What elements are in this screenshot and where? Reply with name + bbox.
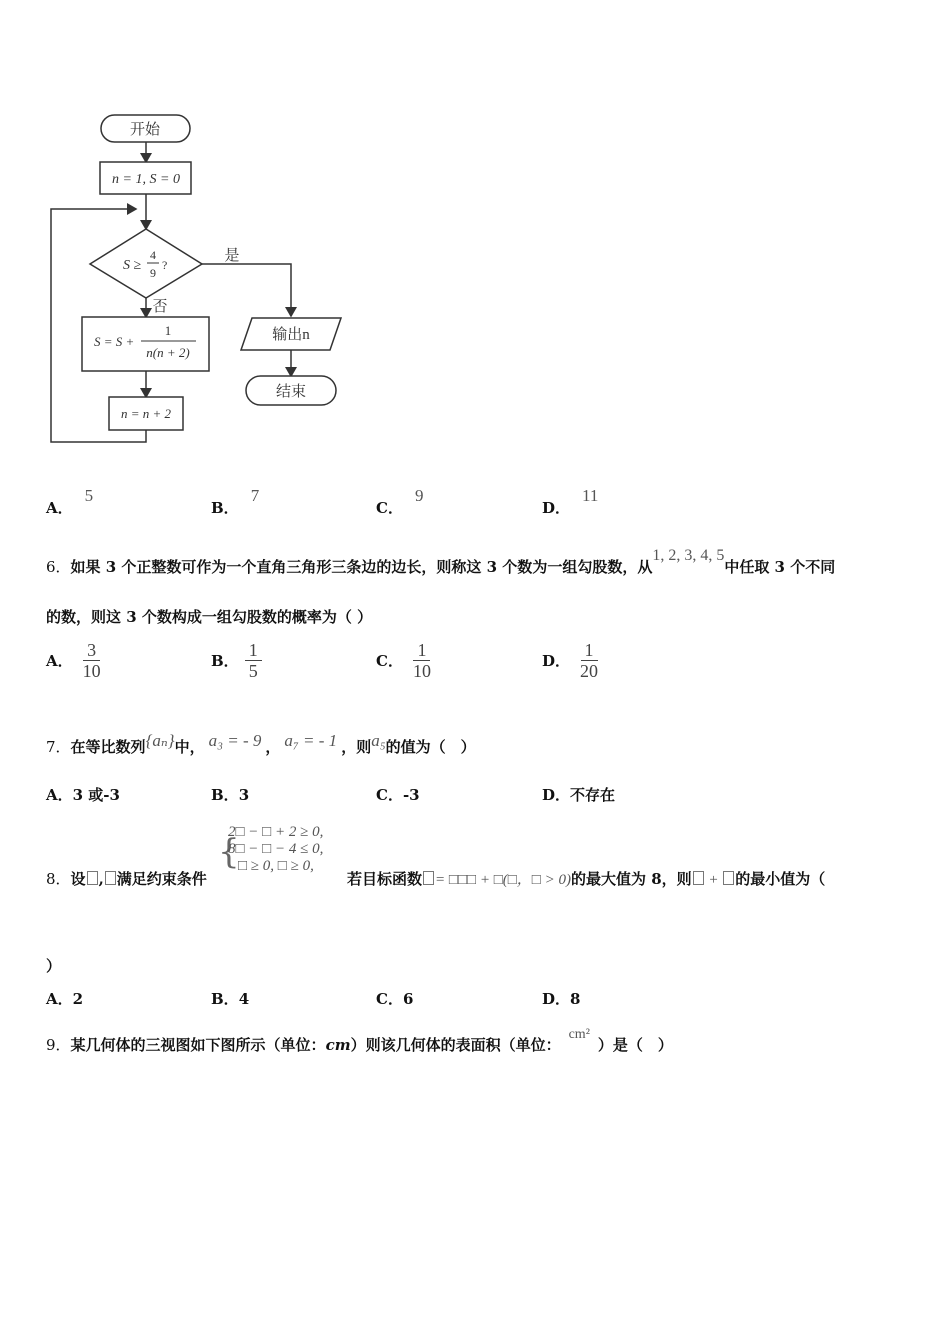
q7-option-c: C．-3 [376,786,420,804]
q5-option-b [211,486,260,518]
q8-option-c: C．6 [376,990,414,1008]
q7-option-d: D．不存在 [542,786,616,804]
svg-text:S ≥: S ≥ [123,258,142,273]
option-letter: B． [211,499,239,517]
q7-line [46,731,476,757]
question-text: ）则该几何体的表面积（单位： [350,1036,561,1054]
option-letter: C． [376,499,403,517]
option-fraction: $\frac{1}{5}$ [245,640,262,681]
question-text: 的值为（ ） [385,738,476,756]
option-value: 5 [84,486,94,505]
svg-text:?: ? [162,258,168,272]
question-text: ， [265,738,281,756]
q8-option-a: A．2 [46,990,84,1008]
q6-option-d [542,640,602,681]
question-text: 中任取 3 个不同 [724,558,836,576]
question-number: 9． [46,1036,71,1054]
output-label: 输出n [272,327,310,343]
question-text: 某几何体的三视图如下图所示（单位： [70,1036,326,1054]
option-value: 9 [414,486,424,505]
decision-num: 4 [150,248,156,262]
q8-option-b: B．4 [211,990,250,1008]
decision-den: 9 [150,266,156,280]
question-text: 中， [174,738,205,756]
option-letter: B． [211,652,239,670]
question-text: 如果 3 个正整数可作为一个直角三角形三条边的边长，则称这 3 个数为一组勾股数，从 [70,558,653,576]
q7-option-a: A．3 或-3 [46,786,120,804]
constraint-3: □ ≥ 0, □ ≥ 0, [238,858,314,874]
q6-option-c [376,640,435,681]
q5-option-c [376,486,424,518]
option-fraction: $\frac{1}{10}$ [412,640,431,681]
question-text: 的最小值为（ [735,870,826,888]
number-set: 1, 2, 3, 4, 5 [652,547,725,564]
question-text: 设 [70,870,86,888]
yes-label: 是 [224,248,240,264]
q6-line-1 [46,547,836,577]
placeholder-glyph-icon [423,871,434,885]
question-number: 6． [46,558,71,576]
option-letter: A． [46,499,73,517]
update-s-label: S = S + [94,334,135,349]
question-text: 满足约束条件 [116,870,207,888]
q7-option-b: B．3 [211,786,250,804]
question-number: 8． [46,870,71,888]
q6-option-b [211,640,262,681]
q6-option-a [46,640,105,681]
q8-line-2: ） [46,957,62,975]
placeholder-glyph-icon [87,871,98,885]
target-a5: a₅ [371,731,386,750]
condition-a7: a₇ = - 1 [284,731,338,750]
option-letter: D． [542,499,571,517]
constraint-2: 8□ − □ − 4 ≤ 0, [228,841,324,857]
constraint-1: 2□ − □ + 2 ≥ 0, [228,824,324,840]
q5-option-d [542,486,599,518]
q5-option-a [46,486,94,518]
system-brace: { [218,832,240,872]
placeholder-glyph-icon [723,871,734,885]
unit-squared: cm² [568,1027,590,1042]
update-s-num: 1 [164,323,172,338]
placeholder-glyph-icon [693,871,704,885]
init-label: n = 1, S = 0 [112,172,180,187]
placeholder-glyph-icon [105,871,116,885]
flowchart [0,0,360,460]
objective-function: = □□□ + □(□，□ > 0) [435,872,571,888]
question-text: ）是（ ） [597,1036,673,1054]
option-letter: D． [542,652,571,670]
option-value: 11 [582,486,599,505]
update-s-den: n(n + 2) [146,345,190,360]
constraint-system [228,824,323,875]
q9-line [46,1027,673,1055]
q6-line-2 [46,606,372,627]
q8-line-1: 8．设 , 满足约束条件 [46,870,207,888]
no-label: 否 [152,299,168,315]
option-fraction: $\frac{1}{20}$ [580,640,599,681]
q8-line-1b: 若目标函数 = □□□ + □(□，□ > 0)的最大值为 8，则 + 的最小值为（ [347,870,826,888]
q8-option-d: D．8 [542,990,581,1008]
end-label: 结束 [275,384,307,400]
option-letter: A． [46,652,73,670]
condition-a3: a₃ = - 9 [208,731,262,750]
question-text: 的最大值为 8，则 [570,870,692,888]
question-number: 7． [46,738,71,756]
option-fraction: $\frac{3}{10}$ [82,640,101,681]
option-value: 7 [250,486,260,505]
question-text: 在等比数列 [70,738,146,756]
question-text: 若目标函数 [347,870,423,888]
question-text: ，则 [341,738,372,756]
decision-diamond [90,229,202,298]
unit: cm [325,1036,351,1054]
option-letter: C． [376,652,403,670]
start-label: 开始 [129,122,161,138]
sequence-symbol: {aₙ} [145,731,175,750]
question-text: 的数，则这 3 个数构成一组勾股数的概率为（ ） [46,608,373,626]
update-n-label: n = n + 2 [120,406,172,421]
